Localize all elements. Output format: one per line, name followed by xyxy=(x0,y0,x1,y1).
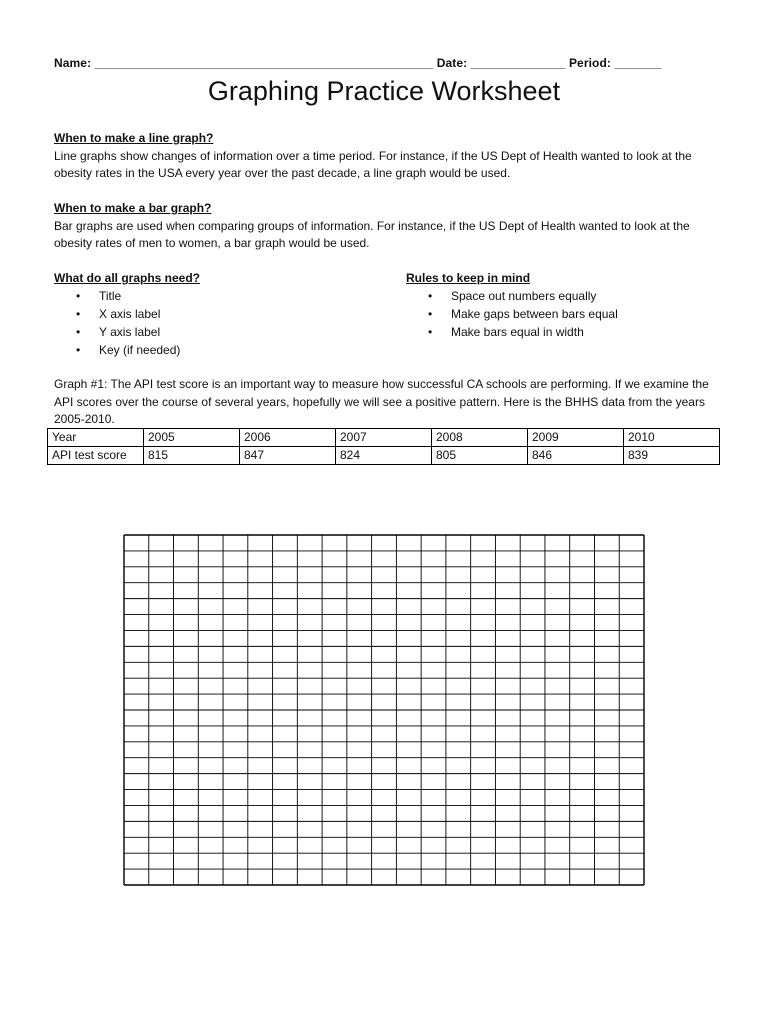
rules-list xyxy=(406,287,726,341)
bullet-icon: • xyxy=(428,307,433,321)
table-row xyxy=(48,447,720,465)
graph-needs-heading: What do all graphs need? xyxy=(54,271,201,285)
table-cell: 824 xyxy=(336,447,432,465)
table-cell: 847 xyxy=(240,447,336,465)
graph-needs-list xyxy=(54,287,384,359)
table-cell: 2005 xyxy=(144,429,240,447)
line-graph-description: Line graphs show changes of information over a time period. For instance, if the US Dept of Health wanted to look at the obesity rates in the USA every year over the past decade, a line graph would be used. xyxy=(54,148,692,180)
table-cell: 846 xyxy=(528,447,624,465)
list-item: • Space out numbers equally xyxy=(428,289,597,303)
table-cell: 2008 xyxy=(432,429,528,447)
list-item: • X axis label xyxy=(76,307,161,321)
row-label: Year xyxy=(48,429,144,447)
table-cell: 839 xyxy=(624,447,720,465)
table-cell: 815 xyxy=(144,447,240,465)
bullet-icon: • xyxy=(76,325,81,339)
list-item: • Key (if needed) xyxy=(76,343,181,357)
bullet-icon: • xyxy=(76,307,81,321)
bullet-icon: • xyxy=(76,343,81,357)
name-date-period-line: Name: __________________________________________________ Date: ______________ Period: _______ xyxy=(54,56,662,70)
bullet-icon: • xyxy=(428,289,433,303)
page-title: Graphing Practice Worksheet xyxy=(207,76,561,106)
graph-paper-grid xyxy=(123,534,645,886)
table-cell: 2007 xyxy=(336,429,432,447)
bar-graph-description: Bar graphs are used when comparing groups of information. For instance, if the US Dept of Health wanted to look at the obesity rates of men to women, a bar graph would be used. xyxy=(54,218,690,250)
list-item: • Y axis label xyxy=(76,325,161,339)
rules-heading: Rules to keep in mind xyxy=(406,271,531,285)
table-cell: 2009 xyxy=(528,429,624,447)
list-item: • Make gaps between bars equal xyxy=(428,307,618,321)
bar-graph-section xyxy=(54,200,720,253)
graph1-intro: Graph #1: The API test score is an important way to measure how successful CA schools are performing. If we examine the API scores over the course of several years, hopefully we will see a positive pattern. Here is the BHHS data from the years 2005-2010. xyxy=(54,377,709,426)
line-graph-section xyxy=(54,130,720,183)
row-label: API test score xyxy=(48,447,144,465)
table-cell: 805 xyxy=(432,447,528,465)
table-row xyxy=(48,429,720,447)
bullet-icon: • xyxy=(76,289,81,303)
graph-needs-column xyxy=(54,269,384,359)
bullet-icon: • xyxy=(428,325,433,339)
rules-column xyxy=(406,269,726,341)
list-item: • Make bars equal in width xyxy=(428,325,584,339)
bar-graph-heading: When to make a bar graph? xyxy=(54,201,212,215)
table-cell: 2010 xyxy=(624,429,720,447)
line-graph-heading: When to make a line graph? xyxy=(54,131,214,145)
api-score-table xyxy=(47,428,720,465)
list-item: • Title xyxy=(76,289,122,303)
table-cell: 2006 xyxy=(240,429,336,447)
